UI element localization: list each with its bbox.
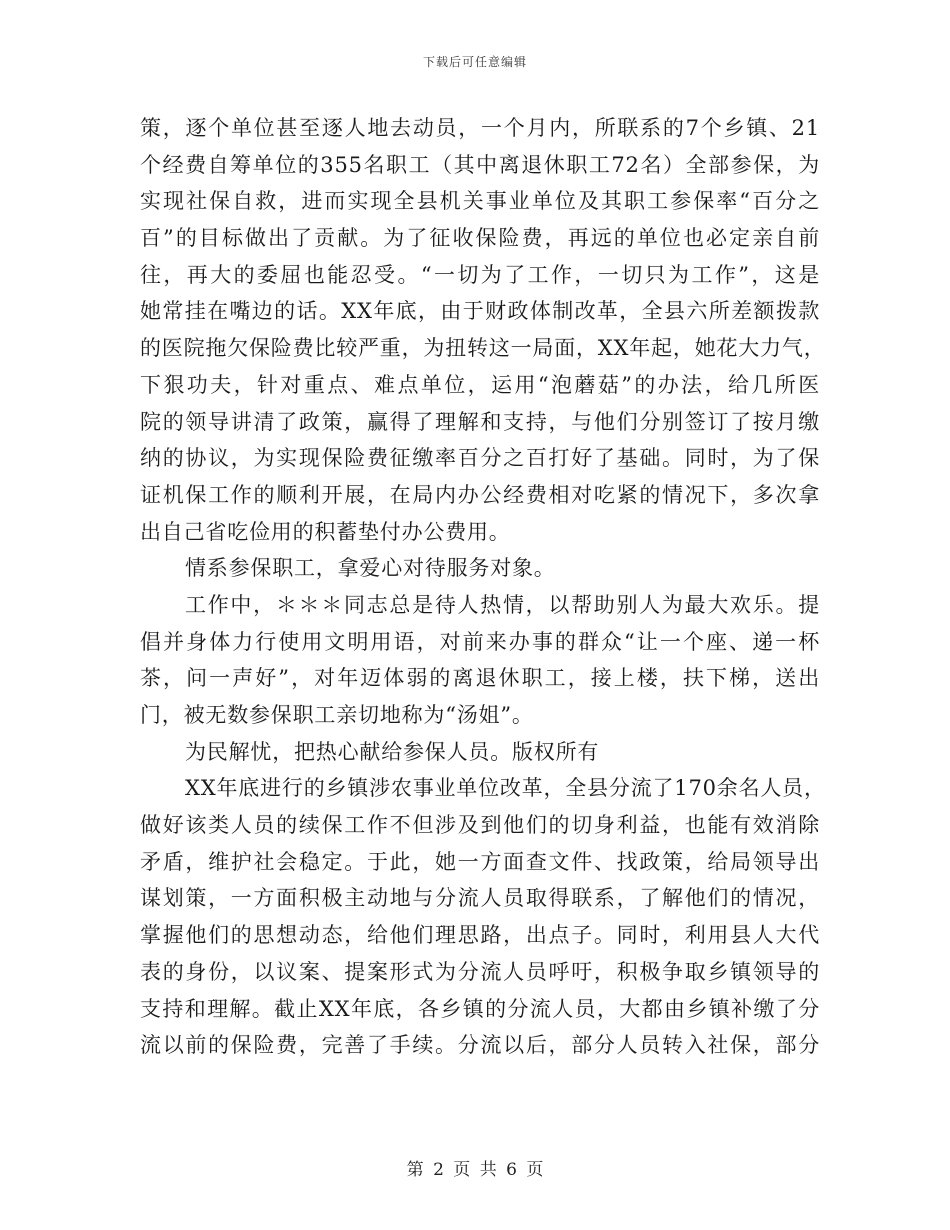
paragraph-line: 实现社保自救，进而实现全县机关事业单位及其职工参保率“百分之: [140, 189, 820, 214]
paragraph-line: 矛盾，维护社会稳定。于此，她一方面查文件、找政策，给局领导出: [140, 849, 820, 874]
paragraph-line: 她常挂在嘴边的话。XX年底，由于财政体制改革，全县六所差额拨款: [140, 299, 820, 324]
paragraph-line: 证机保工作的顺利开展，在局内办公经费相对吃紧的情况下，多次拿: [140, 482, 820, 507]
paragraph-line: 倡并身体力行使用文明用语，对前来办事的群众“让一个座、递一杯: [140, 629, 820, 654]
paragraph-line: 百”的目标做出了贡献。为了征收保险费，再远的单位也必定亲自前: [140, 226, 820, 251]
paragraph-line: 策，逐个单位甚至逐人地去动员，一个月内，所联系的7个乡镇、21: [140, 116, 820, 140]
paragraph-line: 表的身份，以议案、提案形式为分流人员呼吁，积极争取乡镇领导的: [140, 959, 820, 984]
paragraph-line: 谋划策，一方面积极主动地与分流人员取得联系，了解他们的情况，: [140, 886, 820, 911]
paragraph-line: 门，被无数参保职工亲切地称为“汤姐”。: [140, 703, 534, 727]
paragraph-line: XX年底进行的乡镇涉农事业单位改革，全县分流了170余名人员，: [185, 776, 826, 801]
paragraph-line: 院的领导讲清了政策，赢得了理解和支持，与他们分别签订了按月缴: [140, 409, 820, 434]
section-heading: 为民解忧，把热心献给参保人员。版权所有: [185, 739, 600, 764]
paragraph-line: 的医院拖欠保险费比较严重，为扭转这一局面，XX年起，她花大力气，: [140, 336, 826, 361]
section-heading: 情系参保职工，拿爱心对待服务对象。: [185, 556, 556, 581]
document-body: [140, 110, 826, 1064]
paragraph-line: 做好该类人员的续保工作不但涉及到他们的切身利益，也能有效消除: [140, 813, 820, 838]
paragraph-line: 茶，问一声好”，对年迈体弱的离退休职工，接上楼，扶下梯，送出: [140, 666, 820, 691]
paragraph-line: 流以前的保险费，完善了手续。分流以后，部分人员转入社保，部分: [140, 1033, 820, 1058]
paragraph-line: 个经费自筹单位的355名职工（其中离退休职工72名）全部参保，为: [140, 152, 820, 177]
paragraph-line: 下狠功夫，针对重点、难点单位，运用“泡蘑菇”的办法，给几所医: [140, 372, 820, 397]
paragraph-line: 工作中，＊＊＊同志总是待人热情，以帮助别人为最大欢乐。提: [185, 592, 820, 617]
paragraph-line: 支持和理解。截止XX年底，各乡镇的分流人员，大都由乡镇补缴了分: [140, 996, 820, 1021]
page-header-note: 下载后可任意编辑: [422, 55, 527, 69]
paragraph-line: 掌握他们的思想动态，给他们理思路，出点子。同时，利用县人大代: [140, 923, 820, 948]
paragraph-line: 纳的协议，为实现保险费征缴率百分之百打好了基础。同时，为了保: [140, 446, 820, 471]
page-number: 第 2 页 共 6 页: [406, 1160, 544, 1180]
paragraph-line: 出自己省吃俭用的积蓄垫付办公费用。: [140, 519, 511, 544]
paragraph-line: 往，再大的委屈也能忍受。“一切为了工作，一切只为工作”，这是: [140, 262, 820, 287]
